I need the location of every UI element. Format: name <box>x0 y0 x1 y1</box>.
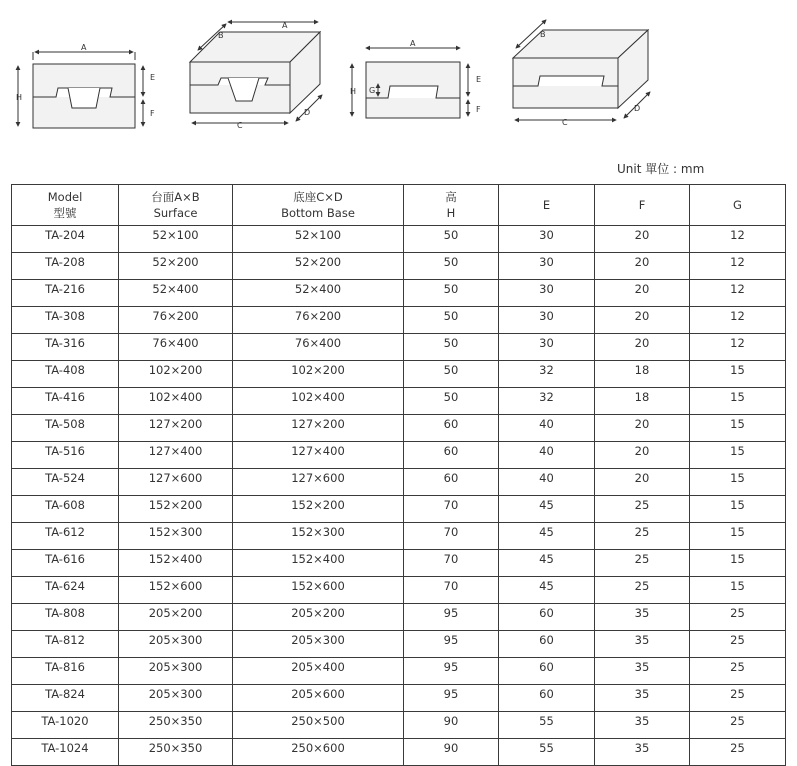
column-header-line1: 台面A×B <box>151 190 200 204</box>
table-cell: 102×400 <box>119 388 233 415</box>
table-cell: 18 <box>595 388 690 415</box>
column-header-line2: H <box>446 206 456 220</box>
table-cell: 45 <box>499 550 595 577</box>
table-cell: 32 <box>499 388 595 415</box>
table-cell: TA-612 <box>12 523 119 550</box>
table-cell: 205×300 <box>119 658 233 685</box>
unit-note: Unit 單位 : mm <box>617 162 705 176</box>
table-cell: 50 <box>404 253 499 280</box>
front2-label-a: A <box>410 39 416 48</box>
column-header-line2: 型號 <box>53 206 77 220</box>
table-cell: 127×400 <box>233 442 404 469</box>
column-header-line1: E <box>542 198 551 212</box>
table-cell: TA-608 <box>12 496 119 523</box>
table-cell: 25 <box>595 577 690 604</box>
column-header-line1: 高 <box>445 190 457 204</box>
column-header-line1: Model <box>47 190 83 204</box>
table-cell: 60 <box>499 604 595 631</box>
table-cell: 45 <box>499 496 595 523</box>
table-cell: 95 <box>404 631 499 658</box>
table-cell: 205×300 <box>119 685 233 712</box>
table-cell: 50 <box>404 226 499 253</box>
iso2-label-c: C <box>562 118 568 127</box>
table-cell: 205×200 <box>233 604 404 631</box>
table-cell: 152×200 <box>233 496 404 523</box>
table-cell: 15 <box>690 577 786 604</box>
table-cell: 25 <box>595 523 690 550</box>
table-cell: TA-204 <box>12 226 119 253</box>
front2-label-h: H <box>350 87 357 96</box>
iso-label-c: C <box>237 121 243 130</box>
table-cell: 50 <box>404 307 499 334</box>
table-cell: 15 <box>690 496 786 523</box>
table-cell: 35 <box>595 712 690 739</box>
spec-table <box>11 184 786 766</box>
table-cell: 15 <box>690 442 786 469</box>
table-cell: 20 <box>595 226 690 253</box>
table-row <box>12 739 786 766</box>
table-cell: 20 <box>595 280 690 307</box>
table-cell: 152×300 <box>119 523 233 550</box>
table-row <box>12 415 786 442</box>
table-cell: 90 <box>404 739 499 766</box>
table-cell: 25 <box>595 496 690 523</box>
table-cell: 250×350 <box>119 712 233 739</box>
table-cell: 102×400 <box>233 388 404 415</box>
table-cell: 70 <box>404 577 499 604</box>
table-cell: 12 <box>690 226 786 253</box>
table-row <box>12 523 786 550</box>
column-header-line1: F <box>638 198 646 212</box>
column-header <box>404 185 499 226</box>
table-row <box>12 280 786 307</box>
table-cell: 20 <box>595 334 690 361</box>
table-cell: 152×400 <box>119 550 233 577</box>
table-cell: 205×600 <box>233 685 404 712</box>
table-cell: 152×200 <box>119 496 233 523</box>
table-row <box>12 442 786 469</box>
table-cell: 15 <box>690 415 786 442</box>
column-header <box>233 185 404 226</box>
isometric-view-drawing <box>190 22 322 123</box>
table-cell: 25 <box>690 685 786 712</box>
table-cell: 25 <box>595 550 690 577</box>
table-cell: 18 <box>595 361 690 388</box>
table-cell: 52×100 <box>119 226 233 253</box>
table-cell: 25 <box>690 739 786 766</box>
table-cell: 15 <box>690 523 786 550</box>
table-row <box>12 604 786 631</box>
table-cell: 127×600 <box>119 469 233 496</box>
iso-label-b: B <box>218 31 224 40</box>
table-cell: TA-616 <box>12 550 119 577</box>
front-label-e: E <box>150 73 156 82</box>
table-cell: 76×400 <box>233 334 404 361</box>
table-cell: 50 <box>404 388 499 415</box>
table-cell: 12 <box>690 280 786 307</box>
spec-table-body <box>12 226 786 766</box>
table-cell: 25 <box>690 604 786 631</box>
table-cell: 35 <box>595 604 690 631</box>
iso-label-d: D <box>304 108 311 117</box>
table-cell: TA-824 <box>12 685 119 712</box>
table-cell: TA-508 <box>12 415 119 442</box>
table-cell: 52×400 <box>119 280 233 307</box>
table-cell: TA-1024 <box>12 739 119 766</box>
front2-label-g: G <box>369 86 376 95</box>
table-cell: 25 <box>690 712 786 739</box>
table-cell: 35 <box>595 658 690 685</box>
front-label-h: H <box>16 93 23 102</box>
table-row <box>12 388 786 415</box>
table-cell: 250×600 <box>233 739 404 766</box>
column-header <box>499 185 595 226</box>
table-row <box>12 685 786 712</box>
table-row <box>12 631 786 658</box>
table-cell: TA-1020 <box>12 712 119 739</box>
table-cell: 15 <box>690 388 786 415</box>
table-cell: 60 <box>499 658 595 685</box>
spec-table-header <box>12 185 786 226</box>
table-cell: 12 <box>690 253 786 280</box>
table-cell: 50 <box>404 334 499 361</box>
table-cell: 12 <box>690 334 786 361</box>
table-cell: 40 <box>499 469 595 496</box>
table-cell: 95 <box>404 604 499 631</box>
table-cell: 76×400 <box>119 334 233 361</box>
table-cell: 12 <box>690 307 786 334</box>
iso2-label-b: B <box>540 30 546 39</box>
table-cell: TA-416 <box>12 388 119 415</box>
table-cell: 70 <box>404 523 499 550</box>
table-cell: 152×400 <box>233 550 404 577</box>
table-cell: 20 <box>595 307 690 334</box>
header-row <box>12 185 786 226</box>
table-cell: 32 <box>499 361 595 388</box>
table-row <box>12 469 786 496</box>
table-cell: TA-316 <box>12 334 119 361</box>
table-cell: 20 <box>595 253 690 280</box>
table-cell: 60 <box>404 469 499 496</box>
table-row <box>12 253 786 280</box>
table-cell: TA-516 <box>12 442 119 469</box>
table-cell: 102×200 <box>233 361 404 388</box>
front2-label-e: E <box>476 75 482 84</box>
table-cell: 15 <box>690 550 786 577</box>
table-row <box>12 307 786 334</box>
column-header-line1: G <box>733 198 742 212</box>
table-cell: 127×200 <box>233 415 404 442</box>
table-cell: 35 <box>595 631 690 658</box>
table-cell: 30 <box>499 226 595 253</box>
table-cell: TA-408 <box>12 361 119 388</box>
front-label-a: A <box>81 43 87 52</box>
iso2-label-d: D <box>634 104 641 113</box>
table-cell: 20 <box>595 415 690 442</box>
table-cell: TA-812 <box>12 631 119 658</box>
table-cell: 60 <box>499 631 595 658</box>
table-row <box>12 577 786 604</box>
table-cell: 15 <box>690 361 786 388</box>
isometric-view-2-drawing <box>513 20 650 120</box>
table-cell: 250×500 <box>233 712 404 739</box>
column-header <box>119 185 233 226</box>
iso-label-a: A <box>282 21 288 30</box>
front-view-drawing <box>18 52 143 128</box>
table-cell: 60 <box>404 442 499 469</box>
table-cell: 127×400 <box>119 442 233 469</box>
column-header-line2: Bottom Base <box>281 206 355 220</box>
table-cell: TA-308 <box>12 307 119 334</box>
table-cell: 20 <box>595 442 690 469</box>
column-header-line2: Surface <box>153 206 198 220</box>
table-cell: TA-808 <box>12 604 119 631</box>
table-cell: 127×200 <box>119 415 233 442</box>
table-cell: 30 <box>499 334 595 361</box>
table-cell: TA-624 <box>12 577 119 604</box>
column-header <box>595 185 690 226</box>
table-row <box>12 361 786 388</box>
column-header <box>690 185 786 226</box>
table-cell: 55 <box>499 739 595 766</box>
table-cell: 52×200 <box>119 253 233 280</box>
table-cell: 30 <box>499 280 595 307</box>
table-cell: 95 <box>404 658 499 685</box>
table-cell: 127×600 <box>233 469 404 496</box>
table-cell: 35 <box>595 685 690 712</box>
table-cell: 76×200 <box>233 307 404 334</box>
table-cell: 30 <box>499 253 595 280</box>
table-cell: TA-208 <box>12 253 119 280</box>
table-cell: 102×200 <box>119 361 233 388</box>
table-cell: 95 <box>404 685 499 712</box>
table-cell: 45 <box>499 523 595 550</box>
table-row <box>12 226 786 253</box>
table-cell: 205×300 <box>119 631 233 658</box>
table-row <box>12 496 786 523</box>
table-cell: 152×600 <box>233 577 404 604</box>
table-cell: 52×100 <box>233 226 404 253</box>
column-header-line1: 底座C×D <box>293 190 343 204</box>
table-cell: 25 <box>690 658 786 685</box>
table-cell: 205×400 <box>233 658 404 685</box>
table-cell: 55 <box>499 712 595 739</box>
table-cell: 50 <box>404 361 499 388</box>
table-cell: 90 <box>404 712 499 739</box>
table-cell: 52×400 <box>233 280 404 307</box>
table-cell: 15 <box>690 469 786 496</box>
table-cell: 52×200 <box>233 253 404 280</box>
column-header <box>12 185 119 226</box>
table-cell: 250×350 <box>119 739 233 766</box>
table-cell: 25 <box>690 631 786 658</box>
table-cell: 152×600 <box>119 577 233 604</box>
table-cell: 76×200 <box>119 307 233 334</box>
front-label-f: F <box>150 109 155 118</box>
table-cell: 40 <box>499 415 595 442</box>
table-cell: TA-816 <box>12 658 119 685</box>
front-view-2-drawing <box>352 48 468 118</box>
table-cell: 30 <box>499 307 595 334</box>
table-cell: 205×300 <box>233 631 404 658</box>
table-cell: 70 <box>404 496 499 523</box>
table-row <box>12 550 786 577</box>
table-row <box>12 658 786 685</box>
table-cell: TA-524 <box>12 469 119 496</box>
table-cell: 60 <box>404 415 499 442</box>
table-cell: 70 <box>404 550 499 577</box>
table-cell: TA-216 <box>12 280 119 307</box>
table-row <box>12 712 786 739</box>
table-cell: 152×300 <box>233 523 404 550</box>
table-cell: 45 <box>499 577 595 604</box>
front2-label-f: F <box>476 105 481 114</box>
table-cell: 35 <box>595 739 690 766</box>
table-cell: 205×200 <box>119 604 233 631</box>
dimension-drawings <box>0 0 797 160</box>
table-cell: 60 <box>499 685 595 712</box>
table-cell: 20 <box>595 469 690 496</box>
table-row <box>12 334 786 361</box>
table-cell: 40 <box>499 442 595 469</box>
table-cell: 50 <box>404 280 499 307</box>
